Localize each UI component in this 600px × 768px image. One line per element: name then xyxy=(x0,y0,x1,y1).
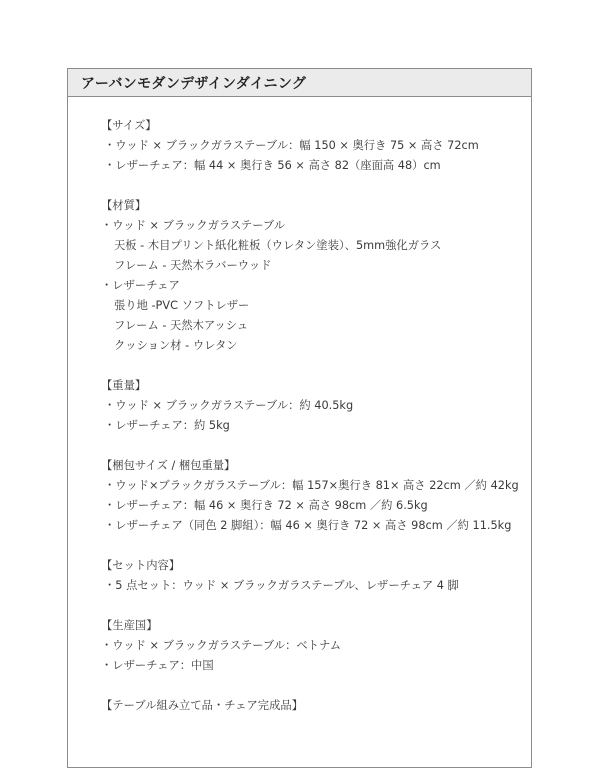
spec-section xyxy=(101,556,527,596)
section-heading: 【テーブル組み立て品・チェア完成品】 xyxy=(101,699,303,712)
spec-detail-line: 張り地 -PVC ソフトレザー xyxy=(114,299,250,312)
spec-section xyxy=(101,116,527,176)
spec-section xyxy=(101,376,527,436)
spec-list-item: ・ウッド × ブラックガラステーブル：ベトナム xyxy=(101,639,341,652)
spec-list-item: ・5 点セット：ウッド × ブラックガラステーブル、レザーチェア 4 脚 xyxy=(104,579,459,592)
spec-list-item: ・レザーチェア：約 5kg xyxy=(104,419,230,432)
spec-list-item: ・ウッド × ブラックガラステーブル：約 40.5kg xyxy=(104,399,354,412)
panel-header xyxy=(68,69,531,97)
spec-section xyxy=(101,616,527,676)
spec-detail-line: フレーム - 天然木アッシュ xyxy=(114,319,249,332)
spec-content xyxy=(101,116,527,736)
section-heading: 【材質】 xyxy=(101,199,147,212)
spec-list-item: ・レザーチェア：幅 44 × 奥行き 56 × 高さ 82（座面高 48）cm xyxy=(104,159,441,172)
spec-detail-line: フレーム - 天然木ラバーウッド xyxy=(114,259,272,272)
spec-list-item: ・ウッド × ブラックガラステーブル：幅 150 × 奥行き 75 × 高さ 72cm xyxy=(104,139,479,152)
section-heading: 【セット内容】 xyxy=(101,559,181,572)
spec-section xyxy=(101,196,527,356)
section-heading: 【重量】 xyxy=(101,379,147,392)
spec-section xyxy=(101,696,527,716)
spec-detail-line: クッション材 - ウレタン xyxy=(114,339,238,352)
spec-detail-line: 天板 - 木目プリント紙化粧板（ウレタン塗装）、5mm強化ガラス xyxy=(114,239,442,252)
spec-list-item: ・ウッド × ブラックガラステーブル xyxy=(101,219,286,232)
section-heading: 【梱包サイズ / 梱包重量】 xyxy=(101,459,236,472)
section-heading: 【生産国】 xyxy=(101,619,158,632)
spec-list-item: ・レザーチェア：幅 46 × 奥行き 72 × 高さ 98cm ／約 6.5kg xyxy=(104,499,428,512)
spec-list-item: ・ウッド×ブラックガラステーブル：幅 157×奥行き 81× 高さ 22cm ／約 42kg xyxy=(104,479,519,492)
spec-list-item: ・レザーチェア（同色 2 脚組）：幅 46 × 奥行き 72 × 高さ 98cm ／約 11.5kg xyxy=(104,519,512,532)
section-heading: 【サイズ】 xyxy=(101,119,157,132)
spec-section xyxy=(101,456,527,536)
spec-list-item: ・レザーチェア xyxy=(101,279,180,292)
spec-list-item: ・レザーチェア：中国 xyxy=(101,659,214,672)
panel-title: アーバンモダンデザインダイニング xyxy=(81,75,307,92)
product-spec-panel xyxy=(67,68,532,768)
